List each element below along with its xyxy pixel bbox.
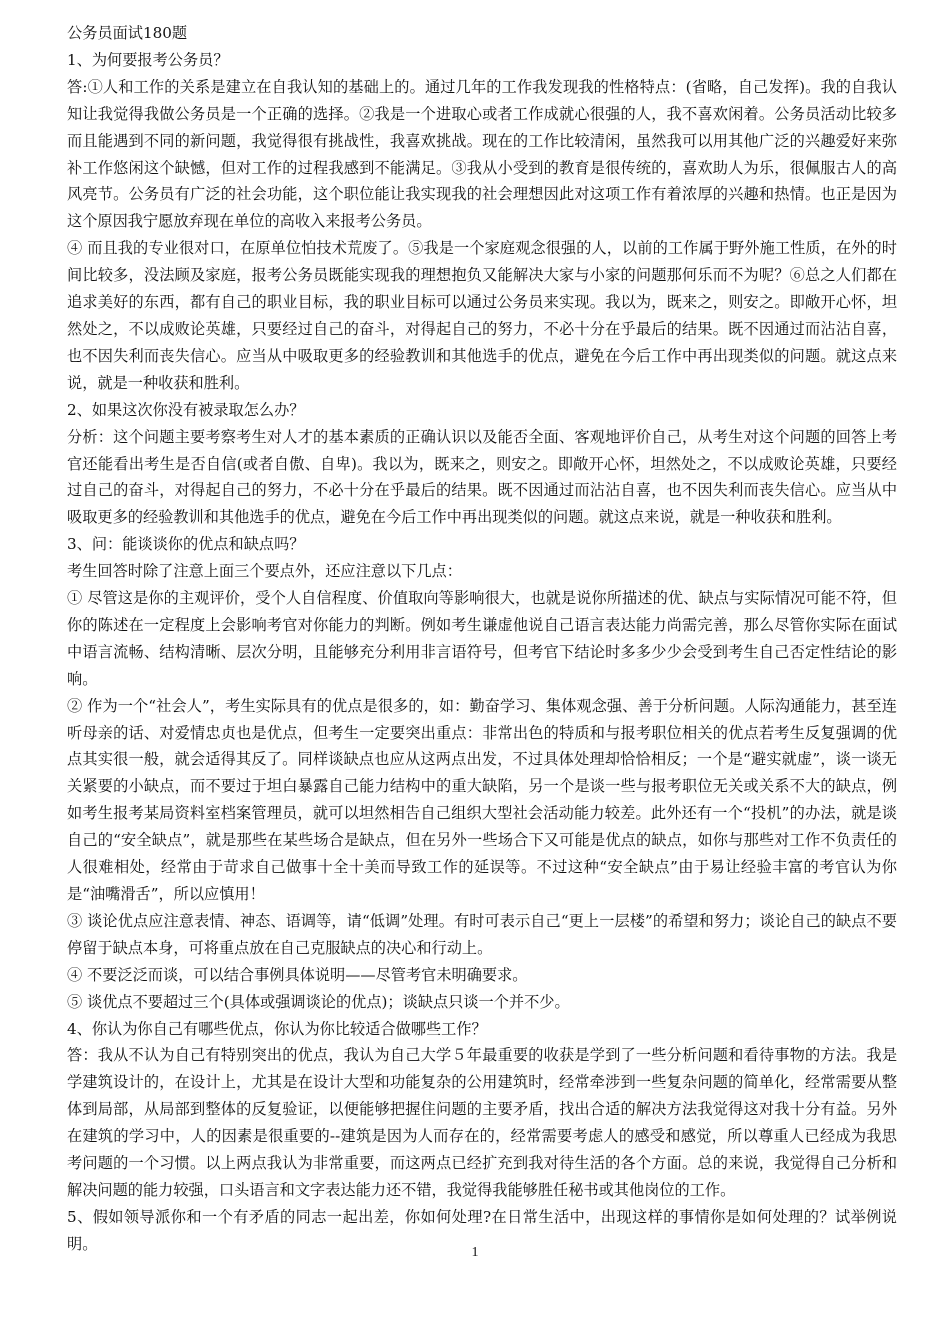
point-paragraph: ④ 不要泛泛而谈，可以结合事例具体说明——尽管考官未明确要求。 [67, 965, 528, 984]
point-paragraph: ⑤ 谈优点不要超过三个(具体或强调谈论的优点)；谈缺点只谈一个并不少。 [67, 992, 570, 1011]
answer-paragraph: 答:①人和工作的关系是建立在自我认知的基础上的。通过几年的工作我发现我的性格特点：(省略，自己发挥)。我的自我认知让我觉得我做公务员是一个正确的选择。②我是一个进取心或者工作成就心很强的人，我不喜欢闲着。公务员活动比较多而且能遇到不同的新问题，我觉得很有挑战性，我喜欢挑战。现在的工作比较清闲，虽然我可以用其他广泛的兴趣爱好来弥补工作悠闲这个缺憾，但对工作的过程我感到不能满足。③我从小受到的教育是很传统的，喜欢助人为乐，很佩服古人的高风亮节。公务员有广泛的社会功能，这个职位能让我实现我的社会理想因此对这项工作有着浓厚的兴趣和热情。也正是因为这个原因我宁愿放弃现在单位的高收入来报考公务员。 [67, 77, 897, 231]
point-paragraph: ② 作为一个“社会人”，考生实际具有的优点是很多的，如：勤奋学习、集体观念强、善于分析问题。人际沟通能力，甚至连听母亲的话、对爱情忠贞也是优点，但考生一定要突出重点：非常出色的特质和与报考职位相关的优点若考生反复强调的优点其实很一般，就会适得其反了。同样谈缺点也应从这两点出发，不过具体处理却恰恰相反；一个是“避实就虚”，谈一谈无关紧要的小缺点，而不要过于坦白暴露自己能力结构中的重大缺陷，另一个是谈一些与报考职位无关或关系不大的缺点，例如考生报考某局资料室档案管理员，就可以坦然相告自己组织大型社会活动能力较差。此外还有一个“投机”的办法，就是谈自己的“安全缺点”，就是那些在某些场合是缺点，但在另外一些场合下又可能是优点的缺点，如你与那些对工作不负责任的人很难相处，经常由于苛求自己做事十全十美而导致工作的延误等。不过这种“安全缺点”由于易让经验丰富的考官认为你是“油嘴滑舌”，所以应慎用！ [67, 696, 897, 903]
question-heading-4: 4、你认为你自己有哪些优点，你认为你比较适合做哪些工作？ [67, 1019, 487, 1038]
question-heading-3: 3、问：能谈谈你的优点和缺点吗？ [67, 535, 305, 554]
answer-paragraph: 答：我从不认为自己有特别突出的优点，我认为自己大学５年最重要的收获是学到了一些分析问题和看待事物的方法。我是学建筑设计的，在设计上，尤其是在设计大型和功能复杂的公用建筑时，经常牵涉到一些复杂问题的简单化，经常需要从整体到局部，从局部到整体的反复验证，以便能够把握住问题的主要矛盾，找出合适的解决方法我觉得这对我十分有益。另外在建筑的学习中，人的因素是很重要的--建筑是因为人而存在的，经常需要考虑人的感受和感觉，所以尊重人已经成为我思考问题的一个习惯。以上两点我认为非常重要，而这两点已经扩充到我对待生活的各个方面。总的来说，我觉得自己分析和解决问题的能力较强，口头语言和文字表达能力还不错，我觉得我能够胜任秘书或其他岗位的工作。 [67, 1046, 897, 1199]
page-number: 1 [471, 1245, 479, 1260]
analysis-paragraph: 分析：这个问题主要考察考生对人才的基本素质的正确认识以及能否全面、客观地评价自己，从考生对这个问题的回答上考官还能看出考生是否自信(或者自傲、自卑)。我以为，既来之，则安之。即敞开心怀，坦然处之，不以成败论英雄，只要经过自己的奋斗，对得起自己的努力，不必十分在乎最后的结果。既不因通过而沾沾自喜，也不因失利而丧失信心。应当从中吸取更多的经验教训和其他选手的优点，避免在今后工作中再出现类似的问题。就这点来说，就是一种收获和胜利。 [67, 427, 897, 527]
point-paragraph: ③ 谈论优点应注意表情、神态、语调等，请“低调”处理。有时可表示自己“更上一层楼”的希望和努力；谈论自己的缺点不要停留于缺点本身，可将重点放在自己克服缺点的决心和行动上。 [67, 911, 897, 957]
question-heading-5: 5、假如领导派你和一个有矛盾的同志一起出差，你如何处理?在日常生活中，出现这样的事情你是如何处理的？试举例说明。 [67, 1207, 897, 1253]
answer-paragraph: ④ 而且我的专业很对口，在原单位怕技术荒废了。⑤我是一个家庭观念很强的人，以前的工作属于野外施工性质，在外的时间比较多，没法顾及家庭，报考公务员既能实现我的理想抱负又能解决大家与小家的问题那何乐而不为呢？⑥总之人们都在追求美好的东西，都有自己的职业目标，我的职业目标可以通过公务员来实现。我以为，既来之，则安之。即敞开心怀，坦然处之，不以成败论英雄，只要经过自己的奋斗，对得起自己的努力，不必十分在乎最后的结果。既不因通过而沾沾自喜，也不因失利而丧失信心。应当从中吸取更多的经验教训和其他选手的优点，避免在今后工作中再出现类似的问题。就这点来说，就是一种收获和胜利。 [67, 239, 897, 392]
question-heading-2: 2、如果这次你没有被录取怎么办？ [67, 400, 305, 419]
intro-paragraph: 考生回答时除了注意上面三个要点外，还应注意以下几点： [67, 562, 462, 581]
point-paragraph: ① 尽管这是你的主观评价，受个人自信程度、价值取向等影响很大，也就是说你所描述的优、缺点与实际情况可能不符，但你的陈述在一定程度上会影响考官对你能力的判断。例如考生谦虚他说自己语言表达能力尚需完善，那么尽管你实际在面试中语言流畅、结构清晰、层次分明，且能够充分利用非言语符号，但考官下结论时多多少少会受到考生自己否定性结论的影响。 [67, 589, 897, 688]
document-title: 公务员面试180题 [67, 24, 188, 42]
document-page [67, 20, 897, 1258]
question-heading-1: 1、为何要报考公务员？ [67, 50, 229, 69]
